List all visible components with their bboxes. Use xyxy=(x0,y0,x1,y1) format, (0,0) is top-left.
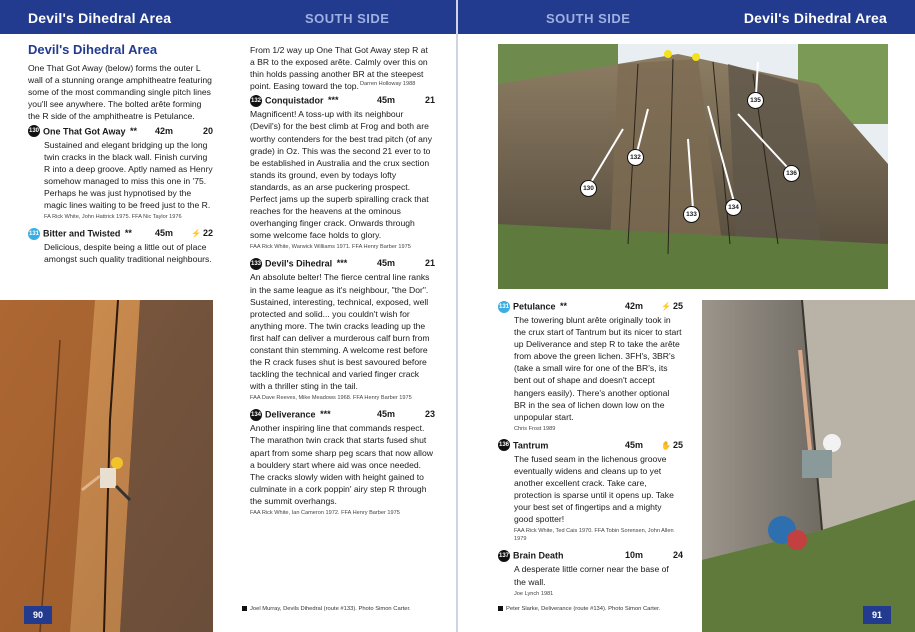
route-grade: 20 xyxy=(202,125,213,136)
section-title: Devil's Dihedral Area xyxy=(28,42,158,57)
route-first-ascent: FA Rick White, John Hattrick 1975. FFA Nic Taylor 1976 xyxy=(44,214,182,221)
right-photo-caption xyxy=(498,606,660,612)
route-description: An absolute belter! The fierce central line ranks in the same league as it's neighbour, "the Dor". Sustained, interesting, technical, exposed, well protected and solid... you couldn't wish for anything more. The twin cracks leading up the first half can deliver a murderous calf burn from constant thin stemming. A welcome rest before the R crack fuses shut is best savoured before tackling the technical and varied finger crack with a thriller sting in the tail. xyxy=(250,272,430,392)
caption-marker-icon xyxy=(242,606,247,611)
route-name: Conquistador xyxy=(265,95,324,106)
caption-text: Joel Murray, Devils Dihedral (route #133). Photo Simon Carter. xyxy=(250,606,411,613)
route-length: 45m xyxy=(154,228,173,239)
route-length: 10m xyxy=(624,550,643,561)
continuation-first-ascent: Darren Holloway 1988 xyxy=(360,81,416,88)
route-name: Deliverance xyxy=(265,409,316,420)
route-description: Another inspiring line that commands respect. The marathon twin crack that starts fused shut apart from some sharp peg scars that now allow a bouldery start where aid was once needed. The cracks slowly widen with height gained to culminate in a cork poppin' airy step R through the summit overhangs. xyxy=(250,423,433,506)
climber-photo-left xyxy=(0,300,213,632)
route-first-ascent: Joe Lynch 1981 xyxy=(514,590,554,597)
left-column-1 xyxy=(28,44,213,271)
route-first-ascent: FAA Dave Reeves, Mike Meadows 1968. FFA Henry Barber 1975 xyxy=(250,395,412,402)
route-grade: 22 xyxy=(202,228,213,239)
topo-photo xyxy=(498,44,888,289)
topo-label: 133 xyxy=(683,206,700,223)
route-description: Sustained and elegant bridging up the long twin cracks in the black wall. Finish curving R into a deep groove. Aptly named as Henry somehow managed to miss this one in '75. Perhaps he was just hypnotised by the magic lines waiting to be freed just to the R. xyxy=(44,139,213,211)
topo-label: 136 xyxy=(783,165,800,182)
route-entry xyxy=(250,94,435,251)
route-number-badge: 130 xyxy=(28,125,40,137)
right-page xyxy=(458,0,915,632)
intro-text: One That Got Away (below) forms the outer L wall of a stunning orange amphitheatre featuring some of the most commanding single pitch lines you'll see anywhere. The bolted arête forming the R side of the amphitheatre is Petulance. xyxy=(28,63,212,122)
route-number-badge: 132 xyxy=(250,95,262,107)
route-length: 42m xyxy=(154,125,173,136)
route-length: 45m xyxy=(376,95,395,106)
topo-label: 130 xyxy=(580,180,597,197)
route-description: Magnificent! A toss-up with its neighbour (Devil's) for the best climb at Frog and both are worthy contenders for the best trad pitch (of any grade) in Oz. This was the second 21 ever to to be established in Australia and the crux section stands its ground, even by todays lofty standards, as an arse puckering prospect. Perfect jams up the superb spiralling crack that reaches for the heavens at the ominous overhanging finger crack. Onwards through some welcome face holds to glory. xyxy=(250,109,432,241)
right-page-number: 91 xyxy=(863,606,891,624)
route-length: 45m xyxy=(376,409,395,420)
left-header xyxy=(0,0,457,34)
route-stars: *** xyxy=(328,95,339,106)
route-entry xyxy=(498,300,683,433)
route-entry xyxy=(28,125,213,222)
right-column xyxy=(498,300,683,604)
left-column-2 xyxy=(250,44,435,523)
caption-text: Peter Slarke, Deliverance (route #134). Photo Simon Carter. xyxy=(506,606,661,613)
route-description: A desperate little corner near the base of the wall. xyxy=(514,564,669,587)
route-name: Petulance xyxy=(513,301,556,312)
hand-icon: ✋ xyxy=(661,440,671,450)
route-first-ascent: Chris Frost 1989 xyxy=(514,425,556,432)
route-length: 42m xyxy=(624,301,643,311)
caption-marker-icon xyxy=(498,606,503,611)
route-entry xyxy=(28,227,213,265)
route-entry xyxy=(498,549,683,597)
route-first-ascent: FAA Rick White, Warwick Williams 1971. FFA Henry Barber 1975 xyxy=(250,244,411,251)
topo-label: 132 xyxy=(627,149,644,166)
route-first-ascent: FAA Rick White, Ian Cameron 1972. FFA Henry Barber 1975 xyxy=(250,510,400,516)
right-header-area: Devil's Dihedral Area xyxy=(743,10,887,26)
route-name: Bitter and Twisted xyxy=(43,228,121,239)
route-length: 45m xyxy=(376,258,395,269)
bolt-icon: ⚡ xyxy=(191,229,201,239)
route-number-badge: 134 xyxy=(250,409,262,421)
route-first-ascent: FAA Rick White, Ted Cais 1970. FFA Tobin Sorensen, John Allen 1979 xyxy=(514,528,674,543)
route-stars: ** xyxy=(124,228,132,239)
left-photo-caption xyxy=(242,606,411,612)
right-header xyxy=(458,0,915,34)
route-number-badge: 136 xyxy=(498,439,510,451)
route-stars: ** xyxy=(130,125,138,136)
left-header-area: Devil's Dihedral Area xyxy=(28,10,172,26)
route-description: The towering blunt arête originally took in the crux start of Tantrum but its nicer to start up Deliverance and step R to take the arête from above the green lichen. 3FH's, 3BR's (take a small wire for one of the BR's, its bent out of shape and doesn't accept hangers easily). There's another optional BR in the sea of lichen down low on the unpopular start. xyxy=(514,315,682,422)
right-header-side: SOUTH SIDE xyxy=(546,11,631,26)
route-stars: *** xyxy=(320,409,331,420)
route-length: 45m xyxy=(624,439,643,450)
route-grade: 25 xyxy=(672,301,683,311)
left-page xyxy=(0,0,457,632)
climber-photo-right xyxy=(702,300,915,632)
route-stars: *** xyxy=(336,258,348,269)
route-stars: ** xyxy=(560,301,568,311)
route-number-badge: 137 xyxy=(498,550,510,562)
route-number-badge: 131 xyxy=(498,301,510,313)
route-name: Devil's Dihedral xyxy=(265,258,333,269)
route-description: The fused seam in the lichenous groove eventually widens and cleans up to yet another excellent crack. Take care, protection is sparse until it opens up. Take your best set of fingertips and a mighty good spotter! xyxy=(514,453,674,525)
route-grade: 21 xyxy=(424,95,435,106)
route-number-badge: 131 xyxy=(28,228,40,240)
topo-label: 135 xyxy=(747,92,764,109)
left-page-number: 90 xyxy=(24,606,52,624)
route-name: Tantrum xyxy=(513,440,549,451)
route-grade: 24 xyxy=(672,550,683,561)
route-name: Brain Death xyxy=(513,550,564,561)
route-grade: 21 xyxy=(424,258,435,269)
left-header-side: SOUTH SIDE xyxy=(305,11,390,26)
route-name: One That Got Away xyxy=(43,126,126,137)
route-grade: 25 xyxy=(672,439,683,450)
route-grade: 23 xyxy=(424,409,435,420)
route-entry xyxy=(498,439,683,544)
bolt-icon: ⚡ xyxy=(661,302,671,311)
continuation-text: From 1/2 way up One That Got Away step R at a BR to the exposed arête. Calmly over this on thin holds passing another BR at the steepest point. Easing toward the top. xyxy=(250,45,428,92)
route-entry xyxy=(250,257,435,402)
topo-label: 134 xyxy=(725,199,742,216)
route-entry xyxy=(250,408,435,517)
route-number-badge: 133 xyxy=(250,258,262,270)
route-description: Delicious, despite being a little out of place amongst such quality traditional neighbours. xyxy=(44,242,212,265)
